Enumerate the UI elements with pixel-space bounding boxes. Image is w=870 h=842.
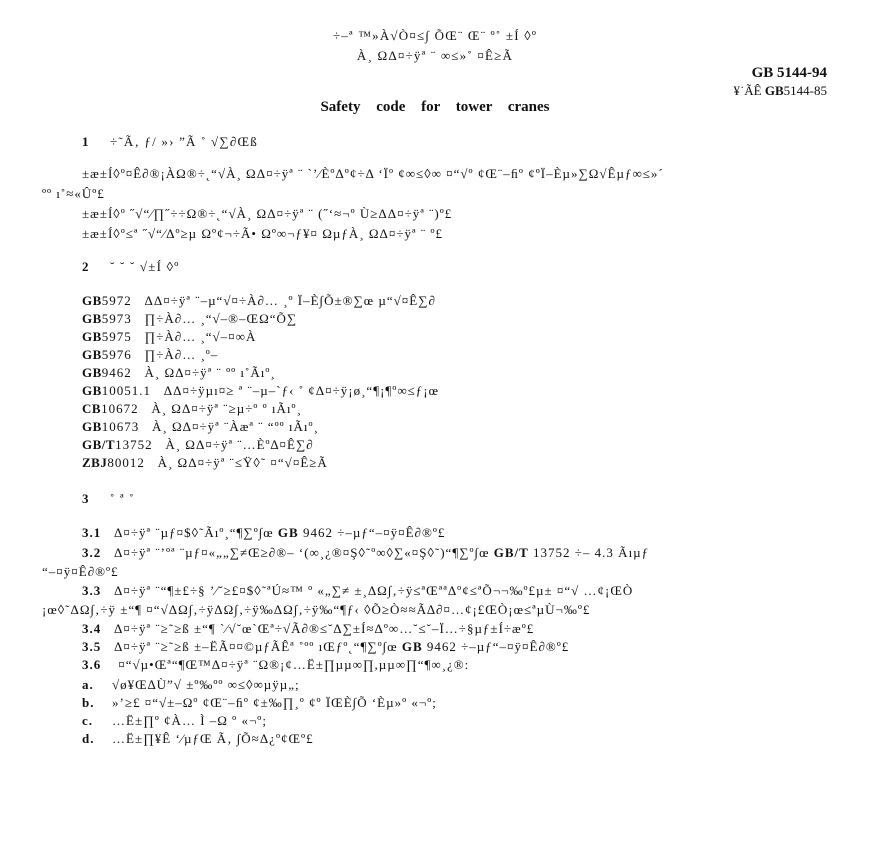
section-heading — [82, 134, 258, 150]
clause-text: ¤“√µ•Œª“¶Œ™Δ¤÷ÿª ¨Ω®¡¢…Ë±∏µµ∞∏,µµ∞∏“¶∞¸¿®: — [114, 657, 470, 672]
clause-number: 3.6 — [82, 657, 102, 672]
clause — [82, 657, 469, 673]
reference-title: ΔΔ¤÷ÿª ¨–µ“√¤÷À∂… ¸º Ï–È∫Õ±®∑œ µ“√¤Ê∑∂ — [144, 293, 436, 308]
replaces-number: 5144-85 — [783, 83, 827, 98]
clause-standard-ref: GB — [401, 639, 423, 654]
clause — [82, 621, 534, 637]
reference-code: GB — [82, 329, 102, 344]
clause-text-tail: 9462 ÷–µƒ“–¤ÿ¤Ê∂®º£ — [422, 639, 570, 654]
section-heading — [82, 259, 179, 275]
list-item-marker: a. — [82, 677, 94, 692]
list-item-text: …Ë±∏¥Ê ‘⁄µƒŒ Ã‚ ∫Õ≈Δ¿º¢Œº£ — [112, 731, 314, 746]
section-number: 2 — [82, 259, 89, 274]
reference-number: 5975 — [101, 329, 132, 344]
clause-text-tail: 9462 ÷–µƒ“–¤ÿ¤Ê∂®º£ — [298, 525, 446, 540]
reference-entry — [82, 365, 276, 381]
reference-entry — [82, 437, 314, 453]
section-title: ˚ ª ˚ — [110, 491, 135, 506]
list-item — [82, 695, 437, 711]
clause-number: 3.4 — [82, 621, 102, 636]
paragraph: ±æ±Í◊º ˝√“⁄∏˝÷÷Ω®÷˛“√À¸ ΩΔ¤÷ÿª ¨ (˝‘≈¬º Ù≥ΔΔ¤÷ÿª ¨)º£ — [82, 206, 453, 221]
paragraph-continuation: ºº ı˚≈«Ûº£ — [42, 186, 105, 201]
reference-code: GB — [82, 383, 102, 398]
reference-title: ΔΔ¤÷ÿµı¤≥ ª ¨–µ–`ƒ‹ ˚ ¢Δ¤÷ÿ¡ø¸“¶¡¶º∞≤ƒ¡œ — [163, 383, 439, 398]
list-item-text: √ø¥Œ∆Ù”√ ±º‰ºº ∞≤◊∞µÿµ„; — [112, 677, 300, 692]
list-item — [82, 731, 314, 747]
clause-continuation: “–¤ÿ¤Ê∂®º£ — [42, 564, 119, 579]
reference-entry — [82, 329, 256, 345]
standard-number: GB 5144-94 — [751, 65, 827, 81]
clause-number: 3.1 — [82, 525, 102, 540]
section-title: ˘ ˘ ˘ √±Í ◊º — [110, 259, 180, 274]
list-item — [82, 713, 267, 729]
list-item-text: »’≥£ ¤“√±–Ωº ¢Œ¨–ﬁº ¢±‰∏¸º ¢º ÏŒÈ∫Õ ‘Èµ»º «¬º; — [112, 695, 437, 710]
paragraph: ±æ±Í◊º≤ª ˝√“⁄Δº≥µ Ωº¢¬÷Ã• Ωº∞¬ƒ¥¤ ΩµƒÀ¸ ΩΔ¤÷ÿª ¨ º£ — [82, 226, 443, 241]
reference-code: GB — [82, 311, 102, 326]
reference-entry — [82, 419, 319, 435]
reference-number: 5972 — [101, 293, 132, 308]
clause-text-tail: 13752 ÷– 4.3 Ãıµƒ — [528, 545, 650, 560]
list-item-marker: c. — [82, 713, 94, 728]
reference-code: GB — [82, 365, 102, 380]
reference-number: 5973 — [101, 311, 132, 326]
reference-number: 10672 — [101, 401, 139, 416]
reference-code: GB/T — [82, 437, 116, 452]
reference-title: À¸ ΩΔ¤÷ÿª ¨…Èº∆¤Ê∑∂ — [165, 437, 314, 452]
reference-number: 10051.1 — [101, 383, 152, 398]
reference-title: ∏÷À∂… ¸“√–¤∞À — [144, 329, 257, 344]
clause-text: Δ¤÷ÿª ¨’ºª ¨µƒ¤«„„∑≠Œ≥∂®– ‘(∞¸¿®¤Ş◊˜º∞◊∑«¤Ş◊˜)“¶∑º∫œ — [114, 545, 490, 560]
clause — [82, 639, 569, 655]
reference-number: 80012 — [107, 455, 145, 470]
paragraph: ±æ±Í◊º¤Ê∂®¡ÀΩ®÷˛“√À¸ ΩΔ¤÷ÿª ¨ `’⁄ÈºΔº¢÷Δ ‘Ïº ¢∞≤◊∞ ¤“√º ¢Œ¨–ﬁº ¢ºÏ–Èµ»∑Ω√Êµƒ∞≤»´ — [82, 166, 664, 181]
reference-entry — [82, 383, 439, 399]
replaces-line — [733, 83, 827, 99]
issuing-subtitle: À¸ ΩΔ¤÷ÿª ¨ ∞≤»˚ ¤Ê≥Ã — [356, 48, 514, 63]
reference-code: GB — [82, 419, 102, 434]
reference-entry — [82, 455, 328, 471]
clause-text: Δ¤÷ÿª ¨“¶±£÷§ ’⁄˘≥£¤$◊˜ªÚ≈™ º «„∑≠ ±¸ΔΩ∫‚÷ÿ≤ªŒªªΔº¢≤ªÕ¬¬‰º£µ± ¤“√ …¢¡ŒÒ — [114, 583, 634, 598]
replaces-prefix: ¥˙ÃÊ — [733, 83, 762, 98]
reference-entry — [82, 293, 436, 309]
issuing-authority: ÷–ª ™»À√Ò¤≤∫ ÕŒ¨ Œ¨ º˚ ±Í ◊º — [332, 28, 538, 43]
clause — [82, 525, 445, 541]
list-item — [82, 677, 300, 693]
clause-continuation: ¡œ◊˜ΔΩ∫‚÷ÿ ±“¶ ¤“√ΔΩ∫‚÷ÿΔΩ∫‚÷ÿ‰ΔΩ∫‚÷ÿ‰“¶ƒ‹ ◊Õ≥Ò≈≈Ã∆∂¤…¢¡£ŒÒ¡œ≤ªµÙ¬‰º£ — [42, 602, 591, 617]
section-number: 1 — [82, 134, 89, 149]
clause — [82, 583, 633, 599]
reference-number: 9462 — [101, 365, 132, 380]
reference-number: 13752 — [115, 437, 153, 452]
clause-number: 3.3 — [82, 583, 102, 598]
clause-standard-ref: GB/T — [493, 545, 529, 560]
reference-number: 10673 — [101, 419, 140, 434]
list-item-marker: d. — [82, 731, 95, 746]
reference-entry — [82, 311, 297, 327]
section-heading — [82, 491, 135, 507]
reference-number: 5976 — [101, 347, 132, 362]
reference-title: À¸ ΩΔ¤÷ÿª ¨Àæª ¨ “ºº ıÃıº¸ — [152, 419, 319, 434]
section-title: ÷˜Ã‚ ƒ/ »› ”Ã ˚ √∑∂Œß — [110, 134, 258, 149]
clause-text: Δ¤÷ÿª ¨≥˜≥ß ±–ËÃ¤¤©µƒÃÊª ˚ºº ıŒƒº˛“¶∑º∫œ — [114, 639, 398, 654]
clause-number: 3.5 — [82, 639, 102, 654]
section-number: 3 — [82, 491, 89, 506]
replaces-code: GB — [764, 83, 784, 98]
reference-code: ZBJ — [82, 455, 108, 470]
reference-title: À¸ ΩΔ¤÷ÿª ¨ ºº ı˚Ãıº¸ — [144, 365, 276, 380]
list-item-marker: b. — [82, 695, 95, 710]
clause-number: 3.2 — [82, 545, 102, 560]
reference-entry — [82, 347, 218, 363]
reference-title: À¸ ΩΔ¤÷ÿª ¨≤Ÿ◊˜ ¤“√¤Ê≥Ã — [157, 455, 328, 470]
clause — [82, 545, 649, 561]
reference-title: ∏÷À∂… ¸“√–®–ŒΩ“Õ∑ — [144, 311, 298, 326]
list-item-text: …Ë±∏º ¢À… Ì –Ω º «¬º; — [112, 713, 267, 728]
clause-standard-ref: GB — [277, 525, 299, 540]
reference-title: À¸ ΩΔ¤÷ÿª ¨≥µ÷º º ıÃıº¸ — [151, 401, 302, 416]
reference-code: GB — [82, 293, 102, 308]
reference-code: CB — [82, 401, 102, 416]
document-title: Safety code for tower cranes — [320, 99, 550, 115]
reference-entry — [82, 401, 302, 417]
clause-text: Δ¤÷ÿª ¨µƒ¤$◊˜Ãıº¸“¶∑º∫œ — [114, 525, 274, 540]
reference-code: GB — [82, 347, 102, 362]
reference-title: ∏÷À∂… ¸º– — [144, 347, 219, 362]
clause-text: Δ¤÷ÿª ¨≥˜≥ß ±“¶ `⁄√˘œ`Œª÷√Ã∂®≤˘Δ∑±Í≈Δº∞…˘≤˘–Ï…÷§µƒ±Í÷æº£ — [114, 621, 535, 636]
